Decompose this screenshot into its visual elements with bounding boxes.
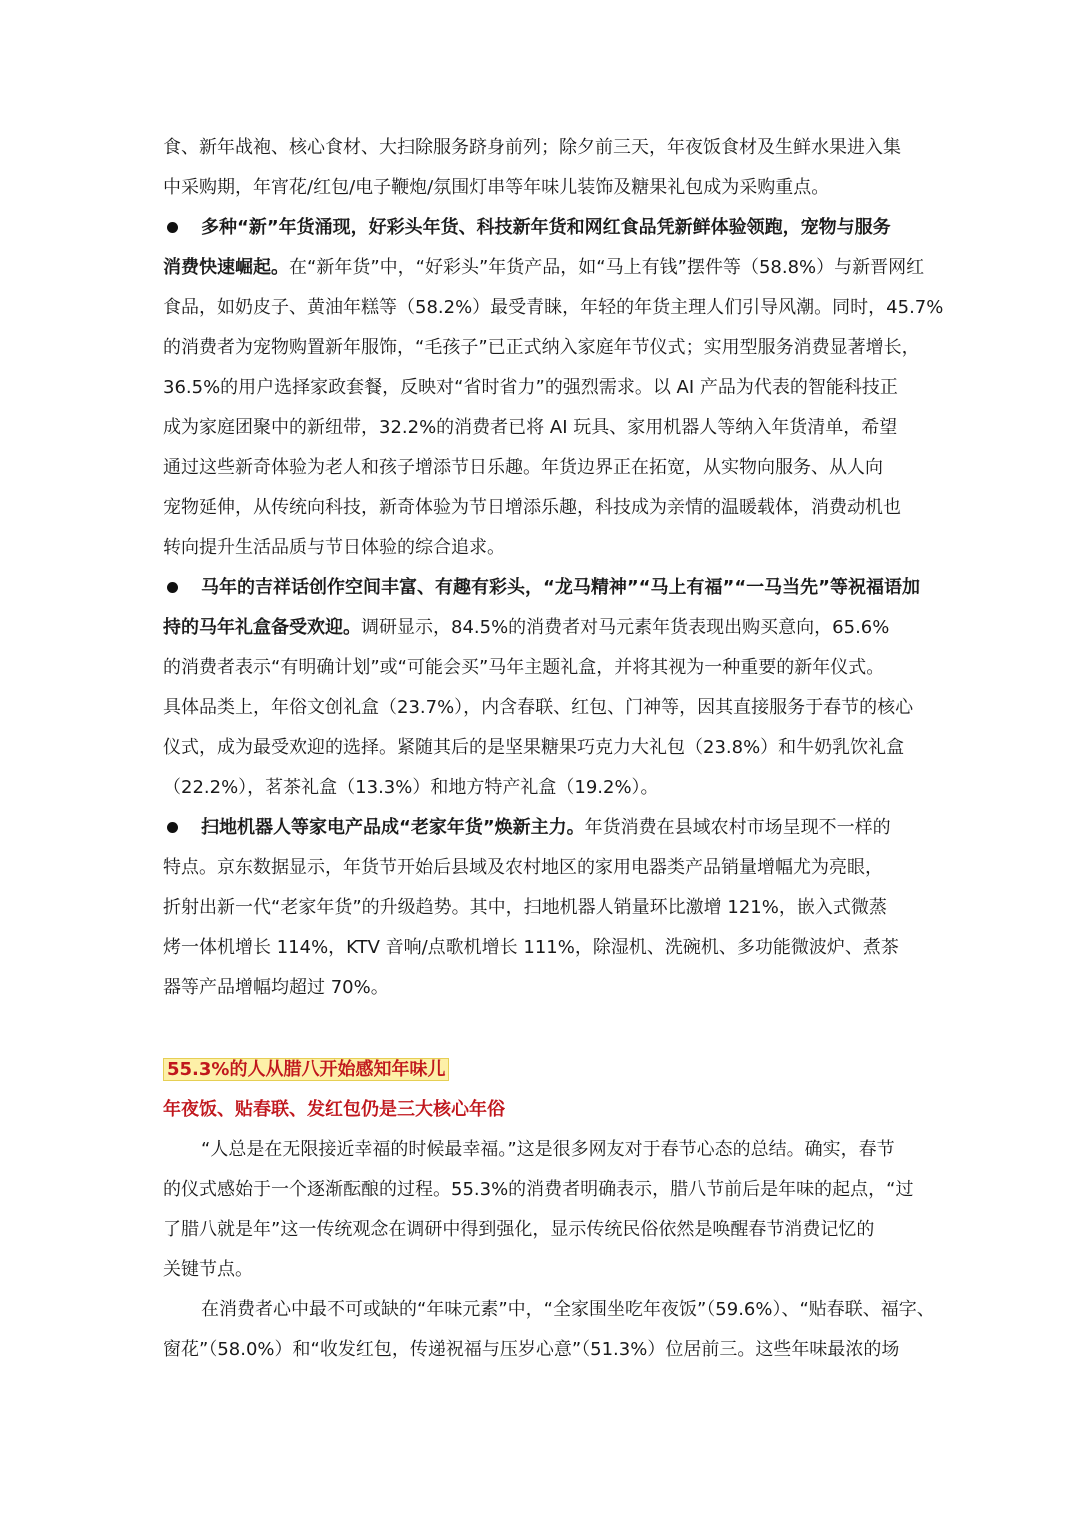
bullet-heading: 扫地机器人等家电产品成“老家年货”焕新主力。 xyxy=(201,817,585,838)
paragraph-line: 关键节点。 xyxy=(163,1259,253,1280)
paragraph-line: 通过这些新奇体验为老人和孩子增添节日乐趣。年货边界正在拓宽，从实物向服务、从人向 xyxy=(163,457,883,478)
paragraph-line: 在消费者心中最不可或缺的“年味元素”中，“全家围坐吃年夜饭”（59.6%）、“贴春联、福字、 xyxy=(201,1299,935,1320)
paragraph-line: 具体品类上，年俗文创礼盒（23.7%），内含春联、红包、门神等，因其直接服务于春节的核心 xyxy=(163,697,914,718)
bullet-item-new-goods xyxy=(163,208,944,568)
paragraph-line: 烤一体机增长 114%，KTV 音响/点歌机增长 111%，除湿机、洗碗机、多功能微波炉、煮茶 xyxy=(163,937,899,958)
paragraph-line: 成为家庭团聚中的新纽带，32.2%的消费者已将 AI 玩具、家用机器人等纳入年货清单，希望 xyxy=(163,417,898,438)
bullet-heading-end: 持的马年礼盒备受欢迎。 xyxy=(163,617,361,638)
intro-paragraph xyxy=(163,128,919,208)
paragraph-line: 折射出新一代“老家年货”的升级趋势。其中，扫地机器人销量环比激增 121%，嵌入式微蒸 xyxy=(163,897,887,918)
paragraph-line: 的消费者为宠物购置新年服饰，“毛孩子”已正式纳入家庭年节仪式；实用型服务消费显著增长， xyxy=(163,337,920,358)
bullet-heading-end: 消费快速崛起。 xyxy=(163,257,289,278)
paragraph-line: 的消费者表示“有明确计划”或“可能会买”马年主题礼盒，并将其视为一种重要的新年仪式。 xyxy=(163,657,885,678)
section-paragraph-1 xyxy=(163,1130,919,1290)
paragraph-text: 调研显示，84.5%的消费者对马元素年货表现出购买意向，65.6% xyxy=(361,617,890,638)
section-heading-secondary: 年夜饭、贴春联、发红包仍是三大核心年俗 xyxy=(163,1099,505,1120)
paragraph-line: 器等产品增幅均超过 70%。 xyxy=(163,977,389,998)
paragraph-line: 食品，如奶皮子、黄油年糕等（58.2%）最受青睐，年轻的年货主理人们引导风潮。同时，45.7% xyxy=(163,297,944,318)
paragraph-line: 的仪式感始于一个逐渐酝酿的过程。55.3%的消费者明确表示，腊八节前后是年味的起点，“过 xyxy=(163,1179,914,1200)
paragraph-line: 36.5%的用户选择家政套餐，反映对“省时省力”的强烈需求。以 AI 产品为代表的智能科技正 xyxy=(163,377,898,398)
bullet-icon xyxy=(167,582,178,593)
paragraph-line: 仪式，成为最受欢迎的选择。紧随其后的是坚果糖果巧克力大礼包（23.8%）和牛奶乳饮礼盒 xyxy=(163,737,905,758)
paragraph-line: 了腊八就是年”这一传统观念在调研中得到强化，显示传统民俗依然是唤醒春节消费记忆的 xyxy=(163,1219,875,1240)
paragraph-text: 年货消费在县域农村市场呈现不一样的 xyxy=(584,817,891,838)
section-heading-primary: 55.3%的人从腊八开始感知年味儿 xyxy=(163,1050,919,1090)
bullet-icon xyxy=(167,822,178,833)
bullet-item-horse-year xyxy=(163,568,919,808)
paragraph-line: 中采购期，年宵花/红包/电子鞭炮/氛围灯串等年味儿装饰及糖果礼包成为采购重点。 xyxy=(163,177,830,198)
paragraph-line: 特点。京东数据显示，年货节开始后县域及农村地区的家用电器类产品销量增幅尤为亮眼， xyxy=(163,857,883,878)
paragraph-line: “人总是在无限接近幸福的时候最幸福。”这是很多网友对于春节心态的总结。确实，春节 xyxy=(201,1139,895,1160)
paragraph-line: 食、新年战袍、核心食材、大扫除服务跻身前列；除夕前三天，年夜饭食材及生鲜水果进入集 xyxy=(163,137,901,158)
paragraph-text: 在“新年货”中，“好彩头”年货产品，如“马上有钱”摆件等（58.8%）与新晋网红 xyxy=(289,257,925,278)
bullet-icon xyxy=(167,222,178,233)
paragraph-line: 转向提升生活品质与节日体验的综合追求。 xyxy=(163,537,505,558)
bullet-heading: 多种“新”年货涌现，好彩头年货、科技新年货和网红食品凭新鲜体验领跑，宠物与服务 xyxy=(201,217,891,238)
bullet-item-home-appliances xyxy=(163,808,919,1008)
paragraph-line: 窗花”（58.0%）和“收发红包，传递祝福与压岁心意”（51.3%）位居前三。这些年味最浓的场 xyxy=(163,1339,900,1360)
document-page xyxy=(163,128,944,1370)
bullet-heading: 马年的吉祥话创作空间丰富、有趣有彩头，“龙马精神”“马上有福”“一马当先”等祝福语加 xyxy=(201,577,920,598)
paragraph-line: （22.2%），茗茶礼盒（13.3%）和地方特产礼盒（19.2%）。 xyxy=(163,777,659,798)
section-paragraph-2 xyxy=(163,1290,935,1370)
section-gap xyxy=(163,1008,919,1050)
paragraph-line: 宠物延伸，从传统向科技，新奇体验为节日增添乐趣，科技成为亲情的温暖载体，消费动机也 xyxy=(163,497,901,518)
